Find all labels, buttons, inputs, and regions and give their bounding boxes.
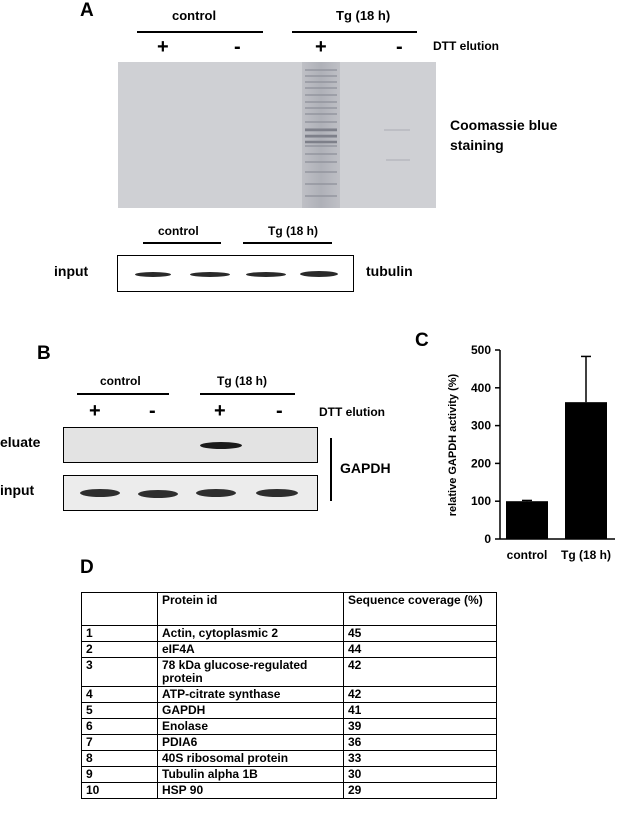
y-axis-label: relative GAPDH activity (%) (447, 373, 459, 517)
table-row (82, 783, 497, 799)
panel-b-label: B (37, 343, 51, 364)
table-header-cell: Sequence coverage (%) (344, 593, 497, 626)
tubulin-band (135, 272, 171, 277)
table-cell-protein: ATP-citrate synthase (158, 687, 344, 703)
table-cell-protein: 78 kDa glucose-regulated protein (158, 658, 344, 687)
gapdh-eluate-band (200, 442, 242, 449)
table-cell-id: 10 (82, 783, 158, 799)
table-cell-id: 5 (82, 703, 158, 719)
table-cell-coverage: 29 (344, 783, 497, 799)
table-cell-protein: PDIA6 (158, 735, 344, 751)
tubulin-band (300, 271, 338, 277)
tubulin-blot-image (117, 255, 354, 292)
gapdh-input-band (256, 489, 298, 497)
y-tick-label: 100 (470, 494, 491, 509)
panel-b-control-bracket (77, 393, 169, 395)
panel-a-group-tg: Tg (18 h) (336, 8, 391, 23)
gapdh-input-band (80, 489, 120, 497)
panel-b-lane-sign-2: - (149, 400, 156, 422)
tubulin-band (190, 272, 230, 277)
gapdh-input-band (196, 489, 236, 497)
panel-a-tubulin-label: tubulin (366, 263, 413, 279)
table-cell-protein: GAPDH (158, 703, 344, 719)
table-cell-coverage: 36 (344, 735, 497, 751)
x-category-label: Tg (18 h) (561, 548, 611, 562)
table-row (82, 735, 497, 751)
table-cell-id: 3 (82, 658, 158, 687)
table-cell-coverage: 30 (344, 767, 497, 783)
y-tick-label: 0 (484, 532, 491, 546)
input-blot-image (63, 475, 318, 511)
panel-b-input-label: input (0, 482, 35, 498)
table-cell-id: 2 (82, 642, 158, 658)
panel-b-lane-sign-4: - (276, 400, 283, 422)
panel-a-control-bracket (137, 31, 263, 33)
table-header-cell: Protein id (158, 593, 344, 626)
panel-a-lane-sign-1: + (157, 36, 169, 58)
panel-b-lane-sign-1: + (89, 400, 101, 422)
table-cell-protein: Actin, cytoplasmic 2 (158, 626, 344, 642)
table-cell-id: 4 (82, 687, 158, 703)
table-row (82, 719, 497, 735)
table-cell-protein: Enolase (158, 719, 344, 735)
table-row (82, 658, 497, 687)
table-cell-coverage: 39 (344, 719, 497, 735)
table-cell-coverage: 41 (344, 703, 497, 719)
table-row (82, 767, 497, 783)
table-row (82, 626, 497, 642)
panel-a-input-control-bracket (143, 242, 221, 244)
gapdh-input-band (138, 490, 178, 498)
panel-b-dtt-label: DTT elution (319, 405, 385, 419)
tubulin-band (246, 272, 286, 277)
coomassie-label-line1: Coomassie blue (450, 117, 558, 133)
panel-a-input-group-control: control (158, 224, 199, 238)
panel-b-gapdh-label: GAPDH (340, 460, 391, 476)
table-cell-coverage: 44 (344, 642, 497, 658)
table-header-row (82, 593, 497, 626)
bar (506, 501, 548, 539)
panel-a-group-control: control (172, 8, 217, 23)
coomassie-gel-image (118, 62, 436, 208)
table-cell-id: 7 (82, 735, 158, 751)
panel-b-group-tg: Tg (18 h) (217, 374, 267, 388)
y-tick-label: 300 (470, 418, 491, 433)
eluate-blot-image (63, 427, 318, 463)
table-cell-protein: 40S ribosomal protein (158, 751, 344, 767)
table-cell-coverage: 42 (344, 658, 497, 687)
panel-a-label: A (80, 0, 94, 21)
gapdh-activity-chart (430, 340, 617, 580)
panel-a-dtt-label: DTT elution (433, 39, 499, 53)
y-tick-label: 200 (470, 456, 491, 471)
y-tick-label: 500 (470, 343, 491, 357)
table-row (82, 751, 497, 767)
panel-b-tg-bracket (200, 393, 295, 395)
panel-b-eluate-label: eluate (0, 434, 41, 450)
panel-a-tg-bracket (292, 31, 417, 33)
table-cell-id: 6 (82, 719, 158, 735)
table-cell-id: 9 (82, 767, 158, 783)
table-cell-id: 8 (82, 751, 158, 767)
panel-a-input-group-tg: Tg (18 h) (268, 224, 318, 238)
panel-c-label: C (415, 330, 429, 351)
panel-a-lane-sign-2: - (234, 36, 241, 58)
panel-d-label: D (80, 557, 94, 578)
table-cell-protein: HSP 90 (158, 783, 344, 799)
table-header-cell (82, 593, 158, 626)
panel-b-lane-sign-3: + (214, 400, 226, 422)
bar (565, 402, 607, 539)
table-cell-coverage: 33 (344, 751, 497, 767)
table-row (82, 687, 497, 703)
table-cell-protein: Tubulin alpha 1B (158, 767, 344, 783)
panel-a-input-label: input (54, 263, 89, 279)
table-cell-coverage: 45 (344, 626, 497, 642)
table-cell-protein: eIF4A (158, 642, 344, 658)
coomassie-label-line2: staining (450, 137, 504, 153)
panel-a-lane-sign-4: - (396, 36, 403, 58)
table-cell-id: 1 (82, 626, 158, 642)
panel-a-input-tg-bracket (243, 242, 332, 244)
gapdh-bracket (330, 438, 332, 501)
x-category-label: control (506, 548, 548, 562)
table-row (82, 642, 497, 658)
table-cell-coverage: 42 (344, 687, 497, 703)
protein-table (81, 592, 497, 799)
panel-a-lane-sign-3: + (315, 36, 327, 58)
y-tick-label: 400 (470, 380, 491, 395)
table-row (82, 703, 497, 719)
panel-b-group-control: control (100, 374, 141, 388)
